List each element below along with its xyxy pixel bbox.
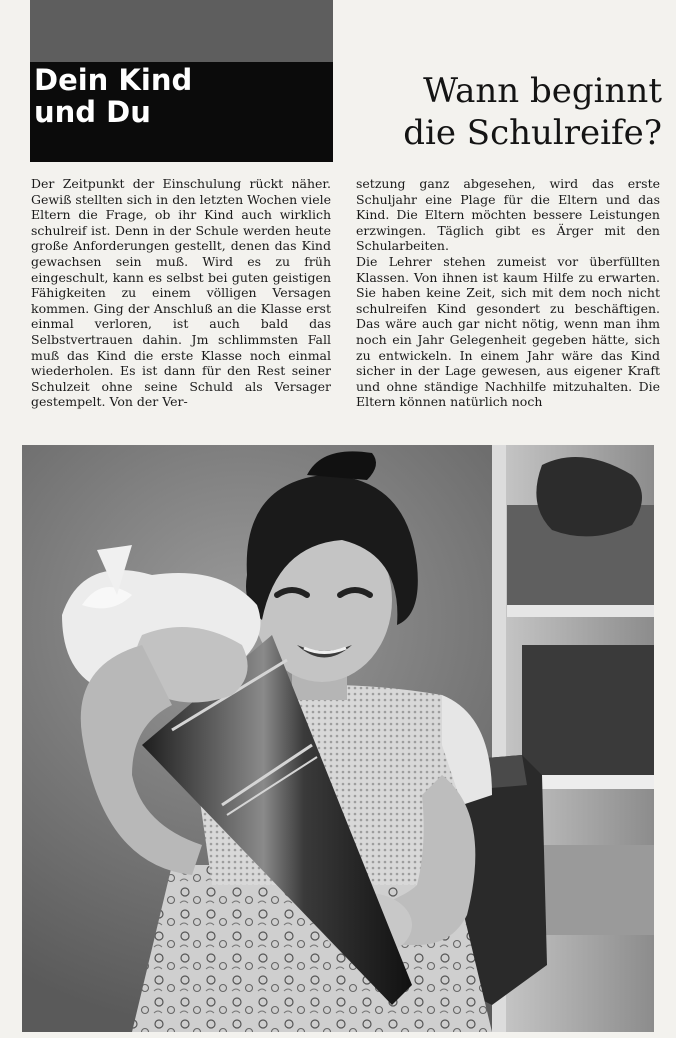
article-paragraph: setzung ganz abgesehen, wird das erste Schuljahr eine Plage für die Eltern und das Kind. Die Eltern möchten bessere Leistungen erzwingen. Täglich gibt es Ärger mit den Schularbeiten. — [356, 176, 660, 254]
headline-line-1: Wann beginnt — [423, 71, 662, 111]
kicker-line-2: und Du — [34, 95, 151, 129]
article-headline — [362, 70, 662, 154]
photo-illustration — [22, 445, 654, 1032]
header-gray-strip — [30, 0, 333, 62]
article-paragraph: Der Zeitpunkt der Einschulung rückt näher. Gewiß stellten sich in den letzten Wochen viele Eltern die Frage, ob ihr Kind auch wirklich schulreif ist. Denn in der Schule werden heute große Anforderungen gestellt, denen das Kind gewachsen sein muß. Wird es zu früh eingeschult, kann es selbst bei guten geistigen Fähigkeiten zu einem völligen Versagen kommen. Ging der Anschluß an die Klasse erst einmal verloren, ist auch bald das Selbstvertrauen dahin. Jm schlimmsten Fall muß das Kind die erste Klasse noch einmal wiederholen. Es ist dann für den Rest seiner Schulzeit ohne seine Schuld als Versager gestempelt. Von der Ver- — [31, 176, 331, 410]
photo-girl-with-school-cone — [22, 445, 654, 1032]
article-paragraph: Die Lehrer stehen zumeist vor überfüllten Klassen. Von ihnen ist kaum Hilfe zu erwarten. Sie haben keine Zeit, sich mit dem noch nicht schulreifen Kind gesondert zu beschäftigen. Das wäre auch gar nicht nötig, wenn man ihm noch ein Jahr Gelegenheit gegeben hätte, sich zu entwickeln. In einem Jahr wäre das Kind sicher in der Lage gewesen, aus eigener Kraft und ohne ständige Nachhilfe mitzuhalten. Die Eltern können natürlich noch — [356, 253, 660, 410]
kicker-line-1: Dein Kind — [34, 63, 193, 97]
article-column-right — [356, 176, 660, 410]
article-column-left — [31, 176, 331, 410]
headline-line-2: die Schulreife? — [403, 113, 662, 153]
section-kicker — [30, 62, 333, 162]
